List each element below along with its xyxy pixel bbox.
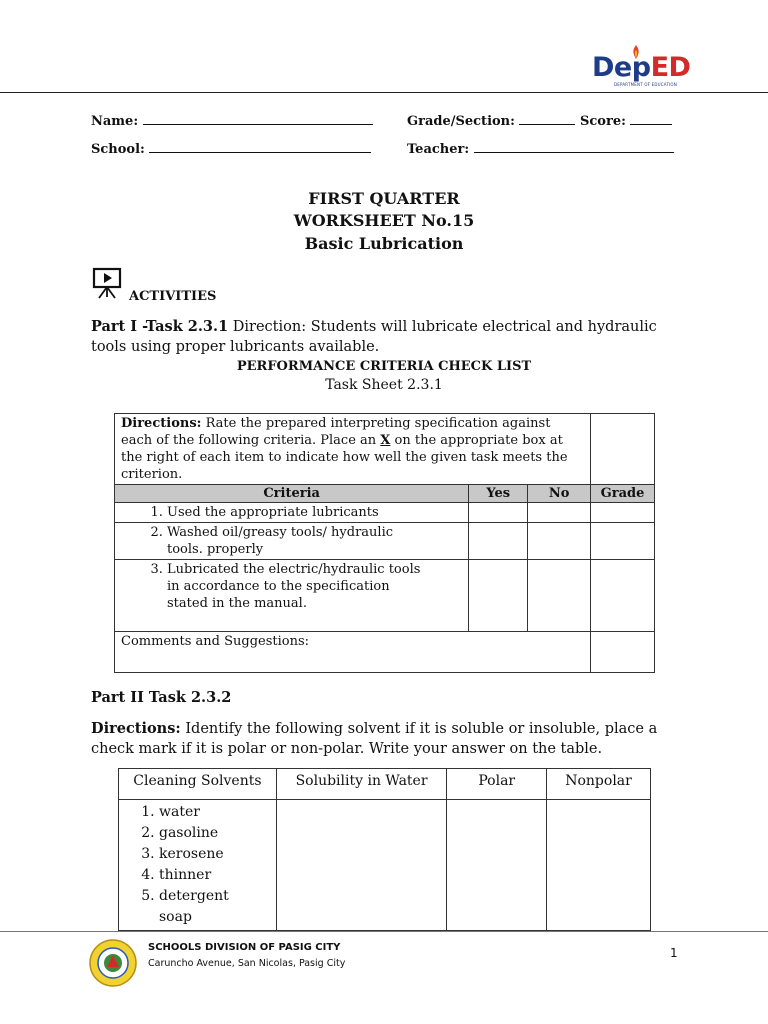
part1-direction: Part I -Task 2.3.1 Direction: Students will lubricate electrical and hydraulic tools using proper lubricants available.: [91, 318, 657, 355]
polar-header: Polar: [447, 769, 547, 800]
criterion-cell: 3. Lubricated the electric/hydraulic tools in accordance to the specification stated in the manual.: [115, 560, 469, 632]
yes-checkbox-cell[interactable]: [469, 560, 528, 632]
deped-logo-subtitle: DEPARTMENT OF EDUCATION: [614, 82, 677, 87]
grade-header: Grade: [591, 485, 655, 503]
nonpolar-header: Nonpolar: [547, 769, 651, 800]
deped-logo: [592, 44, 692, 90]
grade-section-field[interactable]: Grade/Section: Score:: [407, 112, 672, 129]
nonpolar-answer-cell[interactable]: [547, 800, 651, 931]
no-checkbox-cell[interactable]: [528, 560, 591, 632]
checklist-title: PERFORMANCE CRITERIA CHECK LIST: [236, 359, 532, 374]
solubility-header: Solubility in Water: [276, 769, 447, 800]
teacher-blank[interactable]: [474, 140, 674, 153]
comments-cell[interactable]: Comments and Suggestions:: [115, 632, 591, 673]
worksheet-title: WORKSHEET No.15: [293, 211, 475, 230]
directions-cell: Directions: Rate the prepared interpreting specification against each of the following criteria. Place an X on the appropriate box at the right of each item to indicate how well the given task meets the criterion.: [115, 414, 591, 485]
yes-checkbox-cell[interactable]: [469, 523, 528, 560]
list-item: 2. gasoline: [159, 823, 270, 844]
comments-row: [115, 632, 655, 673]
grade-section-blank[interactable]: [519, 112, 575, 125]
presentation-board-icon: [91, 266, 127, 300]
solvents-header-row: [119, 769, 651, 800]
solvents-list-cell: [119, 800, 277, 931]
criteria-header: Criteria: [115, 485, 469, 503]
quarter-title: FIRST QUARTER: [308, 189, 460, 208]
table-row: [115, 503, 655, 523]
yes-checkbox-cell[interactable]: [469, 503, 528, 523]
footer-divider: [0, 931, 768, 932]
checklist-header-row: [115, 485, 655, 503]
school-blank[interactable]: [149, 140, 371, 153]
list-item: 4. thinner: [159, 865, 270, 886]
part2-heading: Part II Task 2.3.2: [91, 689, 232, 706]
pasig-city-seal-icon: [88, 938, 138, 988]
name-field[interactable]: Name:: [91, 112, 373, 129]
activities-label: ACTIVITIES: [129, 289, 217, 304]
no-header: No: [528, 485, 591, 503]
part1-heading: Part I -Task 2.3.1: [91, 318, 229, 335]
table-row: [115, 523, 655, 560]
solubility-answer-cell[interactable]: [276, 800, 447, 931]
grade-cell[interactable]: [591, 503, 655, 523]
grade-cell[interactable]: [591, 523, 655, 560]
directions-grade-cell: [591, 414, 655, 485]
name-blank[interactable]: [143, 112, 373, 125]
part2-directions: Directions: Identify the following solvent if it is soluble or insoluble, place a check mark if it is polar or non-polar. Write your answer on the table.: [91, 720, 658, 757]
directions-row: [115, 414, 655, 485]
list-item: 3. kerosene: [159, 844, 270, 865]
grade-cell[interactable]: [591, 560, 655, 632]
cleaning-solvents-header: Cleaning Solvents: [119, 769, 277, 800]
comments-grade-cell[interactable]: [591, 632, 655, 673]
solvents-body-row: [119, 800, 651, 931]
topic-title: Basic Lubrication: [304, 234, 464, 253]
yes-header: Yes: [469, 485, 528, 503]
solvents-list: [125, 802, 270, 928]
solvents-table: [118, 768, 651, 931]
score-label: Score:: [580, 114, 626, 129]
header-divider: [0, 92, 768, 93]
polar-answer-cell[interactable]: [447, 800, 547, 931]
no-checkbox-cell[interactable]: [528, 503, 591, 523]
teacher-field[interactable]: Teacher:: [407, 140, 674, 157]
list-item: 5. detergent soap: [159, 886, 270, 928]
list-item: 1. water: [159, 802, 270, 823]
task-sheet-label: Task Sheet 2.3.1: [325, 377, 443, 393]
page-number: 1: [670, 946, 678, 960]
criterion-cell: 1. Used the appropriate lubricants: [115, 503, 469, 523]
deped-logo-text: DepED: [592, 52, 691, 83]
no-checkbox-cell[interactable]: [528, 523, 591, 560]
score-blank[interactable]: [630, 112, 672, 125]
table-row: [115, 560, 655, 632]
criterion-cell: 2. Washed oil/greasy tools/ hydraulic tools. properly: [115, 523, 469, 560]
footer-org: SCHOOLS DIVISION OF PASIG CITY: [148, 942, 341, 953]
footer-address: Caruncho Avenue, San Nicolas, Pasig City: [148, 958, 346, 969]
school-field[interactable]: School:: [91, 140, 371, 157]
performance-checklist-table: [114, 413, 655, 673]
